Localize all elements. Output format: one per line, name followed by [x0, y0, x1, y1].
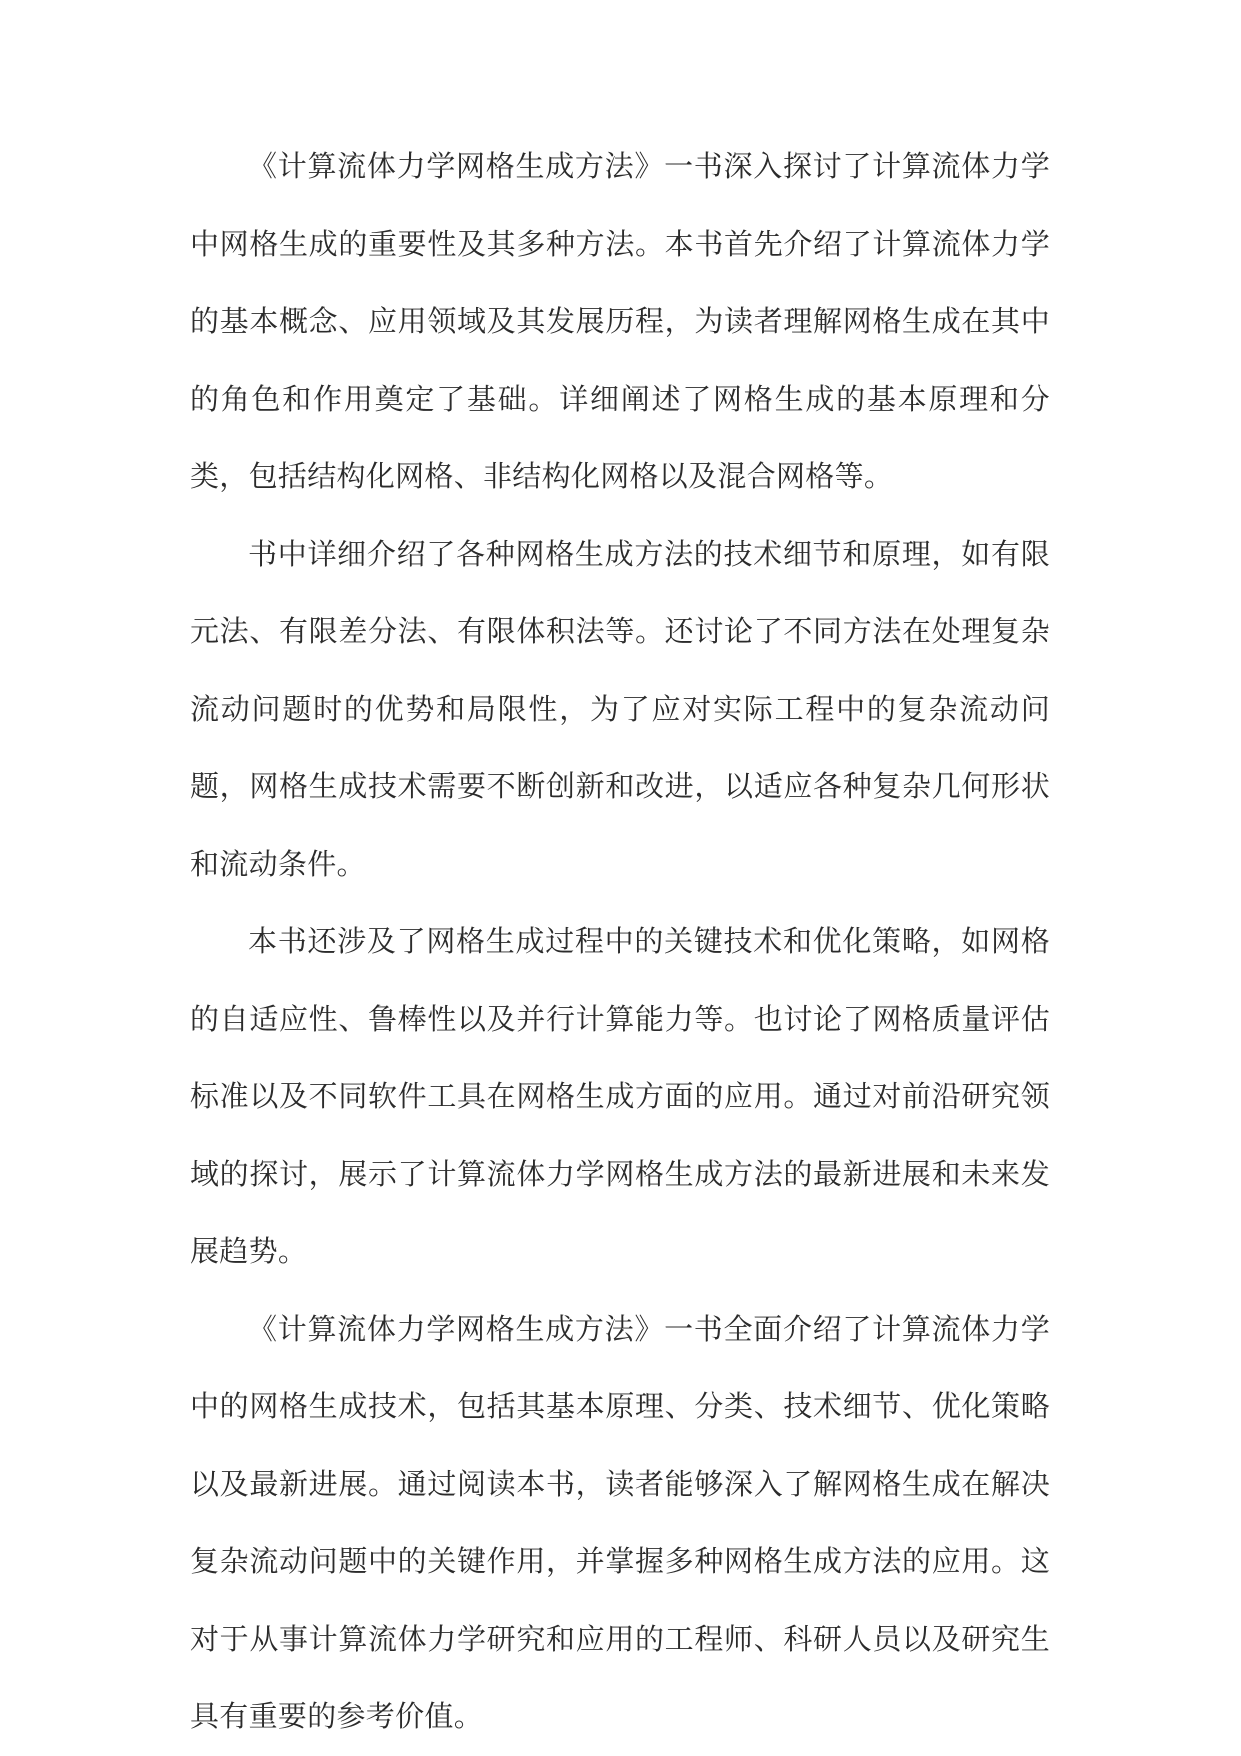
paragraph-1: 《计算流体力学网格生成方法》一书深入探讨了计算流体力学中网格生成的重要性及其多种方法。本书首先介绍了计算流体力学的基本概念、应用领域及其发展历程，为读者理解网格生成在其中的角色和作用奠定了基础。详细阐述了网格生成的基本原理和分类，包括结构化网格、非结构化网格以及混合网格等。	[190, 149, 1050, 493]
body-text	[190, 128, 1050, 1756]
paragraph-4: 《计算流体力学网格生成方法》一书全面介绍了计算流体力学中的网格生成技术，包括其基本原理、分类、技术细节、优化策略以及最新进展。通过阅读本书，读者能够深入了解网格生成在解决复杂流动问题中的关键作用，并掌握多种网格生成方法的应用。这对于从事计算流体力学研究和应用的工程师、科研人员以及研究生具有重要的参考价值。	[190, 1311, 1050, 1733]
paragraph-3: 本书还涉及了网格生成过程中的关键技术和优化策略，如网格的自适应性、鲁棒性以及并行计算能力等。也讨论了网格质量评估标准以及不同软件工具在网格生成方面的应用。通过对前沿研究领域的探讨，展示了计算流体力学网格生成方法的最新进展和未来发展趋势。	[190, 924, 1050, 1268]
paragraph-2: 书中详细介绍了各种网格生成方法的技术细节和原理，如有限元法、有限差分法、有限体积法等。还讨论了不同方法在处理复杂流动问题时的优势和局限性，为了应对实际工程中的复杂流动问题，网格生成技术需要不断创新和改进，以适应各种复杂几何形状和流动条件。	[190, 536, 1050, 881]
